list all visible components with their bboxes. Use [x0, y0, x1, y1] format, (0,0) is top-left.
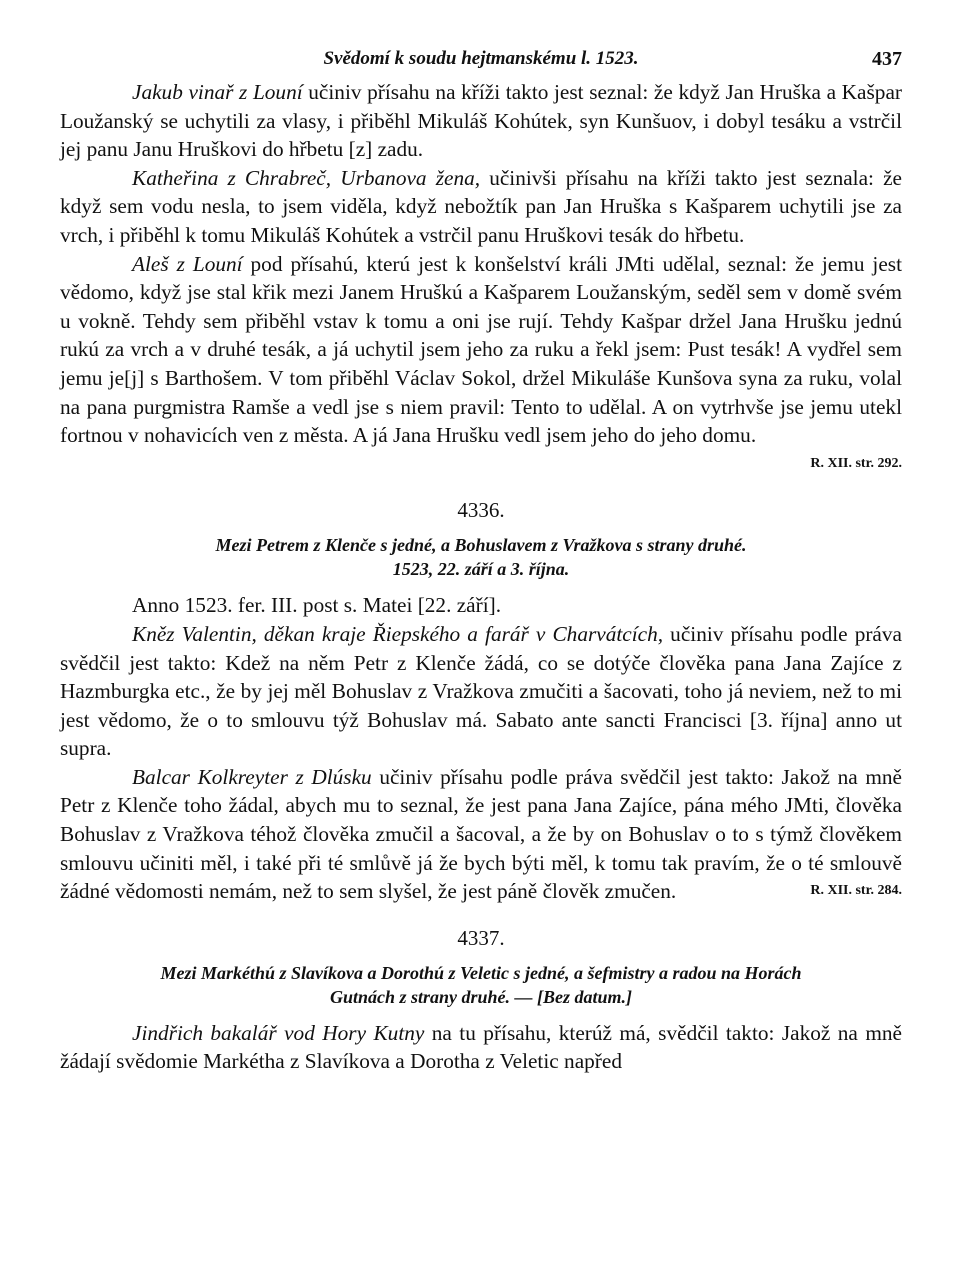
- entry-number: 4337.: [457, 925, 505, 950]
- paragraph-valentin: [60, 620, 902, 763]
- entry-title-line: Mezi Petrem z Klenče s jedné, a Bohuslavem z Vražkova s strany druhé.: [215, 535, 747, 556]
- entry-title-date: 1523, 22. září a 3. října.: [392, 559, 570, 580]
- paragraph-katherina: [60, 164, 902, 250]
- running-head: Svědomí k soudu hejtmanskému l. 1523.: [323, 48, 639, 69]
- witness-name: Katheřina z Chrabreč, Urbanova žena,: [132, 165, 481, 190]
- paragraph-text: učiniv přísahu na kříži takto jest seznal: že když Jan Hruška a Kašpar Loužanský se uchytili za vlasy, i přiběhl Mikuláš Kohútek, syn Kunšuov, i dobyl tesáku a vstrčil jej panu Janu Hruškovi do hřbetu [z] zadu.: [60, 80, 902, 162]
- witness-name: Jakub vinař z Louní: [132, 80, 303, 104]
- witness-name: Jindřich bakalář vod Hory Kutny: [132, 1020, 425, 1045]
- paragraph-text: učinivši přísahu na kříži takto jest seznala: že když sem vodu nesla, to jsem viděla, když nebožtík pan Jan Hruška s Kašparem uchytili jse za vrch, i přiběhl k tomu Mikuláš Kohútek a vstrčil panu Hruškovi tesák do hřbetu.: [60, 165, 902, 247]
- paragraph-jakub: [60, 78, 902, 164]
- entry-title-line: Mezi Markéthú z Slavíkova a Dorothú z Veletic s jedné, a šefmistry a radou na Horách: [160, 962, 802, 983]
- paragraph-text: pod přísahú, kterú jest k konšelství králi JMti udělal, seznal: že jemu jest vědomo, když jse stal křik mezi Janem Hruškú a Kašparem Loužanským, seděl sem v domě svém u vokně. Tehdy sem přiběhl vstav k tomu a oni jse rují. Tehdy Kašpar držel Jana Hrušku jednú rukú za vrch a v druhé tesák, a já uchytil jsem jeho za ruku a řekl jsem: Pust tesák! A vydřel sem jemu je[j] s Barthošem. V tom přiběhl Václav Sokol, držel Mikuláše Kunšova syna za ruku, volal na pana purgmistra Ramše a vedl jse s niem pravil: Tento to udělal. A on vytrhvše jse jemu utekl fortnou v nohavicích ven z města. A já Jana Hrušku vedl jsem jeho do jeho domu.: [60, 251, 902, 448]
- witness-name: Kněz Valentin, děkan kraje Řiepského a farář v Charvátcích,: [132, 621, 664, 646]
- paragraph-text: učiniv přísahu podle práva svědčil jest takto: Kdež na něm Petr z Klenče žádá, co se dotýče člověka pana Jana Zajíce z Hazmburgka etc., že by jej měl Bohuslav z Vražkova zmučiti a šacovati, toho já neviem, než to mi jest vědomo, že o to smlouvu týž Bohuslav má. Sabato ante sancti Francisci [3. října] anno ut supra.: [60, 621, 902, 761]
- paragraph-text: na tu přísahu, kterúž má, svědčil takto: Jakož na mně žádají svědomie Markétha z Slavíkova a Dorotha z Veletic napřed: [60, 1020, 902, 1074]
- entry-title-line: Gutnách z strany druhé. — [Bez datum.]: [329, 986, 633, 1007]
- paragraph-text: učiniv přísahu podle práva svědčil jest takto: Jakož na mně Petr z Klenče toho žádal, abych mu to seznal, že jest pana Jana Zajíce, pána mého JMti, člověka Bohuslav z Vražkova téhož člověka zmučil a šacoval, a že by on Bohuslav o to s týmž člověkem smlouvu učiniti měl, i také při té smlůvě já že bych býti měl, k tomu tak pravím, že o té smlouvě žádné vědomosti nemám, než to sem slyšel, že jest páně člověk zmučen.: [60, 764, 902, 904]
- page-header: [60, 48, 902, 78]
- entry-number: 4336.: [457, 498, 505, 523]
- source-reference: R. XII. str. 284.: [810, 883, 902, 899]
- paragraph-ales: [60, 250, 902, 471]
- witness-name: Aleš z Louní: [132, 251, 243, 276]
- dateline: Anno 1523. fer. III. post s. Matei [22. září].: [132, 593, 502, 618]
- page-number: 437: [872, 48, 902, 70]
- entry-title: [80, 961, 882, 1009]
- witness-name: Balcar Kolkreyter z Dlúsku: [132, 764, 372, 789]
- source-reference: R. XII. str. 292.: [810, 455, 902, 471]
- document-page: [60, 48, 902, 1076]
- paragraph-balcar: [60, 763, 902, 906]
- entry-title: [80, 533, 882, 581]
- paragraph-jindrich: [60, 1019, 902, 1076]
